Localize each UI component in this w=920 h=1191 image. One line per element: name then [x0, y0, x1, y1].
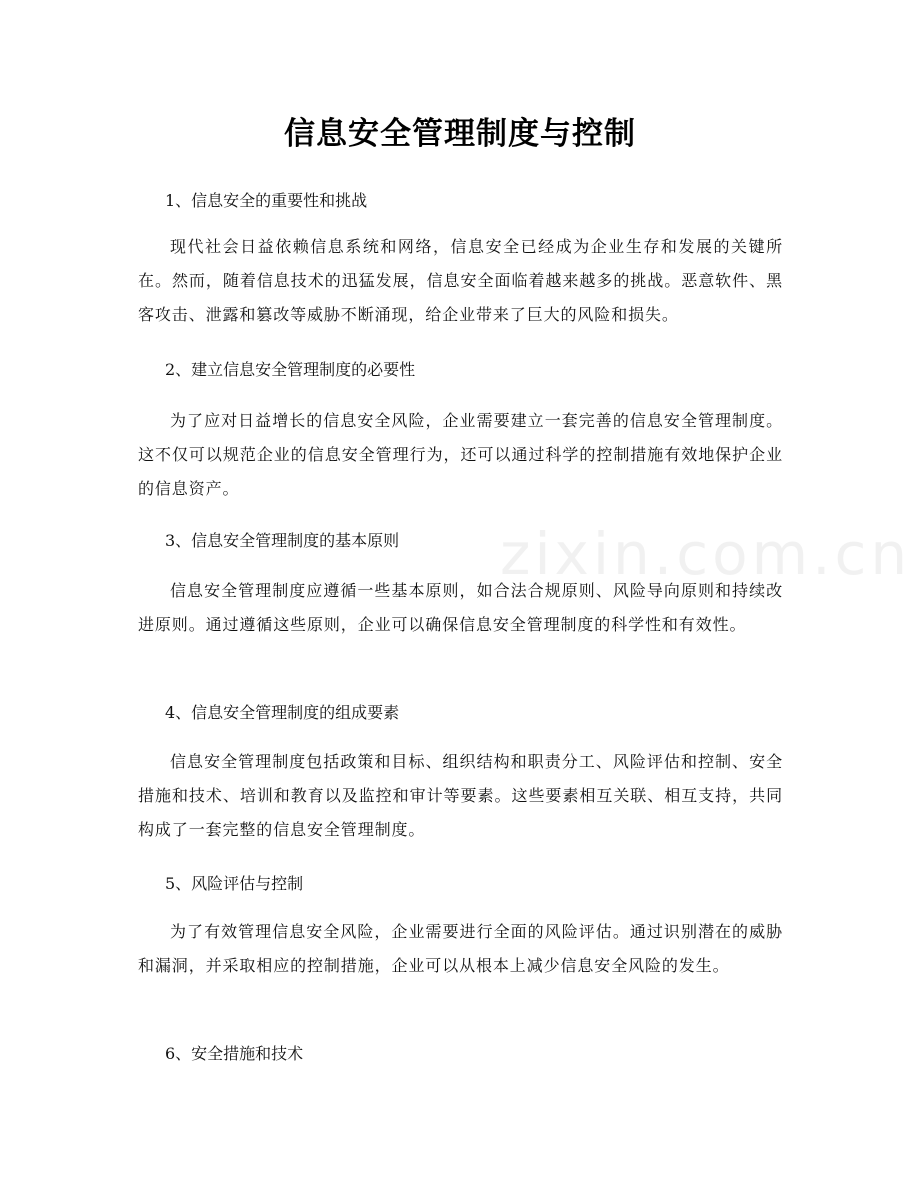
- section-heading-6: 6、安全措施和技术: [165, 1044, 304, 1063]
- section-heading-5: 5、风险评估与控制: [165, 874, 304, 893]
- section-body-2: 为了应对日益增长的信息安全风险，企业需要建立一套完善的信息安全管理制度。这不仅可以规范企业的信息安全管理行为，还可以通过科学的控制措施有效地保护企业的信息资产。: [138, 411, 783, 498]
- section-heading-3: 3、信息安全管理制度的基本原则: [165, 531, 400, 550]
- section-body-1: 现代社会日益依赖信息系统和网络，信息安全已经成为企业生存和发展的关键所在。然而，随着信息技术的迅猛发展，信息安全面临着越来越多的挑战。恶意软件、黑客攻击、泄露和篡改等威胁不断涌现，给企业带来了巨大的风险和损失。: [138, 237, 783, 324]
- watermark: zixin.com.cn: [500, 520, 912, 588]
- section-body-5: 为了有效管理信息安全风险，企业需要进行全面的风险评估。通过识别潜在的威胁和漏洞，并采取相应的控制措施，企业可以从根本上减少信息安全风险的发生。: [138, 922, 783, 975]
- section-body-3: 信息安全管理制度应遵循一些基本原则，如合法合规原则、风险导向原则和持续改进原则。通过遵循这些原则，企业可以确保信息安全管理制度的科学性和有效性。: [138, 581, 783, 634]
- section-body-4: 信息安全管理制度包括政策和目标、组织结构和职责分工、风险评估和控制、安全措施和技术、培训和教育以及监控和审计等要素。这些要素相互关联、相互支持，共同构成了一套完整的信息安全管理制度。: [138, 752, 783, 839]
- section-heading-4: 4、信息安全管理制度的组成要素: [165, 703, 400, 722]
- section-heading-2: 2、建立信息安全管理制度的必要性: [165, 360, 416, 379]
- page-title: 信息安全管理制度与控制: [284, 116, 636, 152]
- section-heading-1: 1、信息安全的重要性和挑战: [165, 191, 368, 210]
